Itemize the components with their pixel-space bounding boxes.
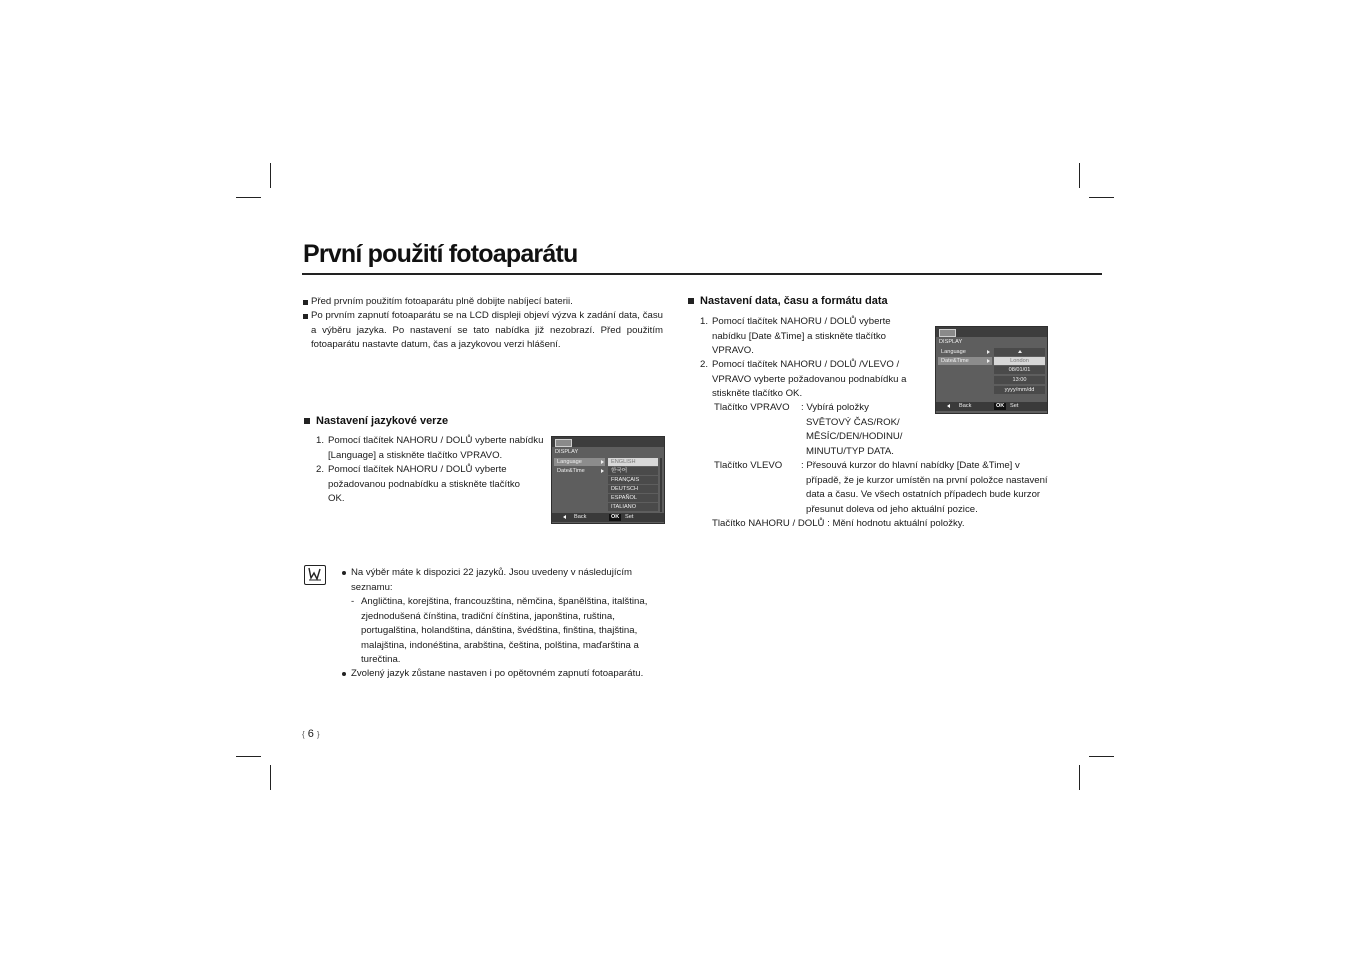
language-heading: Nastavení jazykové verze (316, 415, 449, 427)
lcd-option-german: DEUTSCH (608, 485, 658, 493)
lang-step-num-2: 2. (316, 464, 325, 475)
intro-text-2: Po prvním zapnutí fotoaparátu se na LCD displeji objeví výzva k zadání data, času a výběru jazyka. Po nastavení se tato nabídka již nezobrazí. Před použitím fotoaparátu nastavte datum, čas a jazykovou verzi hlášení. (311, 310, 663, 350)
lcd-option-english: ENGLISH (608, 458, 658, 466)
lcd-ok-badge: OK (611, 514, 620, 520)
section-square (688, 298, 694, 304)
updown-line: Tlačítko NAHORU / DOLŮ : Mění hodnotu aktuální položky. (712, 518, 965, 529)
date-step-num-1: 1. (700, 316, 709, 327)
crop-mark (1079, 765, 1080, 790)
crop-mark (1089, 197, 1114, 198)
note-icon (304, 565, 326, 585)
lcd-menu-datetime: Date&Time (557, 468, 585, 474)
bullet-square (303, 314, 308, 319)
crop-mark (270, 765, 271, 790)
crop-mark (236, 756, 261, 757)
lcd-value-city: London (994, 357, 1045, 365)
setup-tab-icon (939, 329, 956, 337)
intro-text-1: Před prvním použitím fotoaparátu plně dobijte nabíjecí baterii. (311, 296, 573, 307)
lcd-value-date: 08/01/01 (994, 366, 1045, 374)
back-arrow-icon (563, 515, 566, 519)
lcd-set-label: Set (1010, 403, 1019, 409)
lcd-scrollbar (660, 458, 662, 512)
arrow-right-icon (601, 460, 604, 464)
lcd-option-spanish: ESPAÑOL (608, 494, 658, 502)
bullet-square (303, 300, 308, 305)
left-button-label: Tlačítko VLEVO (714, 460, 783, 471)
back-arrow-icon (947, 404, 950, 408)
page-bracket-right: } (316, 730, 320, 739)
note-bullet-1: Na výběr máte k dispozici 22 jazyků. Jsou uvedeny v následujícím seznamu: (351, 567, 633, 593)
arrow-right-icon (987, 359, 990, 363)
crop-mark (1089, 756, 1114, 757)
lcd-header: DISPLAY (939, 339, 963, 345)
setup-tab-icon (555, 439, 572, 447)
bullet-dot (342, 672, 346, 676)
lcd-language-screen (551, 436, 665, 524)
arrow-right-icon (601, 469, 604, 473)
lcd-menu-datetime: Date&Time (938, 357, 992, 365)
date-step-num-2: 2. (700, 359, 709, 370)
lang-step-1: Pomocí tlačítek NAHORU / DOLŮ vyberte nabídku [Language] a stiskněte tlačítko VPRAVO. (328, 435, 544, 461)
right-button-label: Tlačítko VPRAVO (714, 402, 790, 413)
lcd-option-french: FRANÇAIS (608, 476, 658, 484)
date-step-2: Pomocí tlačítek NAHORU / DOLŮ /VLEVO / VPRAVO vyberte požadovanou podnabídku a stiskněte tlačítko OK. (712, 359, 907, 399)
lcd-date-screen (935, 326, 1048, 414)
date-step-1: Pomocí tlačítek NAHORU / DOLŮ vyberte nabídku [Date &Time] a stiskněte tlačítko VPRAVO. (712, 316, 891, 356)
lang-step-2: Pomocí tlačítek NAHORU / DOLŮ vyberte požadovanou podnabídku a stiskněte tlačítko OK. (328, 464, 521, 504)
bullet-dot (342, 571, 346, 575)
page-number (302, 728, 320, 740)
page-title: První použití fotoaparátu (303, 240, 578, 268)
lcd-option-korean: 한국어 (608, 467, 658, 475)
note-language-list: Angličtina, korejština, francouzština, němčina, španělština, italština, zjednodušená čínština, tradiční čínština, japonština, ruština, portugalština, holandština, dánština, švédština, finština, thajština, malajština, indonéština, arabština, čeština, polština, maďarština a turečtina. (361, 596, 648, 665)
left-button-desc: : Přesouvá kurzor do hlavní nabídky [Date &Time] v případě, že je kurzor umístěn na první položce nastavení data a času. Ve všech ostatních případech bude kurzor přesunut doleva od jeho aktuální pozice. (801, 460, 1048, 515)
crop-mark (236, 197, 261, 198)
note-dash: - (351, 596, 355, 607)
title-rule (302, 273, 1102, 275)
lang-step-num-1: 1. (316, 435, 325, 446)
page-bracket-left: { (302, 730, 305, 739)
lcd-ok-badge: OK (996, 403, 1005, 409)
page-number-value: 6 (307, 728, 314, 740)
up-arrow-icon (994, 348, 1045, 356)
crop-mark (1079, 163, 1080, 188)
lcd-back-label: Back (959, 403, 972, 409)
lcd-set-label: Set (625, 514, 634, 520)
right-button-desc: : Vybírá položky SVĚTOVÝ ČAS/ROK/ MĚSÍC/DEN/HODINU/ MINUTU/TYP DATA. (801, 402, 903, 457)
lcd-footer (936, 402, 1047, 411)
lcd-footer (552, 513, 664, 522)
lcd-value-time: 13:00 (994, 376, 1045, 384)
date-heading: Nastavení data, času a formátu data (700, 295, 888, 307)
lcd-menu-language: Language (941, 349, 966, 355)
lcd-option-italian: ITALIANO (608, 503, 658, 511)
crop-mark (270, 163, 271, 188)
lcd-value-format: yyyy/mm/dd (994, 386, 1045, 394)
lcd-header: DISPLAY (555, 449, 579, 455)
lcd-back-label: Back (574, 514, 587, 520)
lcd-menu-language: Language (554, 458, 605, 466)
arrow-right-icon (987, 350, 990, 354)
note-bullet-2: Zvolený jazyk zůstane nastaven i po opětovném zapnutí fotoaparátu. (351, 668, 644, 679)
section-square (304, 418, 310, 424)
